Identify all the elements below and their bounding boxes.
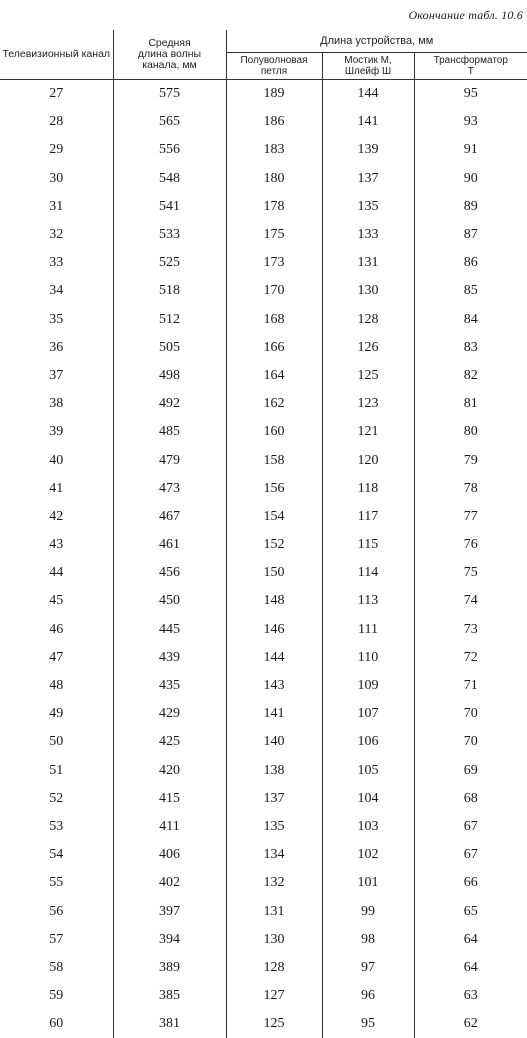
cell-channel: 32: [0, 221, 113, 249]
cell-wavelength: 415: [113, 785, 226, 813]
table-row: [0, 221, 527, 249]
cell-channel: 55: [0, 869, 113, 897]
cell-channel: 50: [0, 728, 113, 756]
cell-halfwave: 164: [226, 362, 322, 390]
cell-transformer: 64: [414, 954, 527, 982]
cell-halfwave: 141: [226, 700, 322, 728]
cell-wavelength: 548: [113, 165, 226, 193]
cell-channel: 48: [0, 672, 113, 700]
cell-wavelength: 541: [113, 193, 226, 221]
cell-bridge: 144: [322, 80, 414, 109]
cell-channel: 38: [0, 390, 113, 418]
cell-wavelength: 429: [113, 700, 226, 728]
cell-wavelength: 406: [113, 841, 226, 869]
cell-transformer: 79: [414, 446, 527, 474]
header-transformer-line1: Трансформатор: [417, 55, 526, 66]
cell-halfwave: 160: [226, 418, 322, 446]
cell-bridge: 128: [322, 306, 414, 334]
cell-transformer: 84: [414, 306, 527, 334]
cell-halfwave: 146: [226, 616, 322, 644]
cell-halfwave: 150: [226, 559, 322, 587]
cell-transformer: 85: [414, 277, 527, 305]
cell-bridge: 106: [322, 728, 414, 756]
cell-halfwave: 138: [226, 757, 322, 785]
cell-transformer: 69: [414, 757, 527, 785]
cell-halfwave: 158: [226, 446, 322, 474]
cell-transformer: 65: [414, 897, 527, 925]
table-row: [0, 616, 527, 644]
cell-transformer: 93: [414, 108, 527, 136]
cell-transformer: 72: [414, 644, 527, 672]
cell-channel: 58: [0, 954, 113, 982]
header-halfwave: [226, 53, 322, 80]
cell-transformer: 73: [414, 616, 527, 644]
cell-halfwave: 128: [226, 954, 322, 982]
header-channel-label: Телевизионный канал: [2, 48, 110, 60]
cell-halfwave: 183: [226, 136, 322, 164]
cell-transformer: 77: [414, 503, 527, 531]
cell-wavelength: 525: [113, 249, 226, 277]
cell-halfwave: 186: [226, 108, 322, 136]
cell-channel: 56: [0, 897, 113, 925]
cell-wavelength: 498: [113, 362, 226, 390]
cell-halfwave: 134: [226, 841, 322, 869]
cell-bridge: 126: [322, 334, 414, 362]
cell-wavelength: 420: [113, 757, 226, 785]
table-row: [0, 80, 527, 109]
cell-bridge: 107: [322, 700, 414, 728]
header-wavelength-line2: длина волны: [116, 49, 224, 60]
cell-wavelength: 461: [113, 531, 226, 559]
cell-channel: 33: [0, 249, 113, 277]
cell-wavelength: 435: [113, 672, 226, 700]
header-bridge-line1: Мостик М,: [325, 55, 412, 66]
cell-channel: 36: [0, 334, 113, 362]
cell-wavelength: 512: [113, 306, 226, 334]
cell-bridge: 118: [322, 475, 414, 503]
cell-bridge: 110: [322, 644, 414, 672]
table-row: [0, 418, 527, 446]
table-row: [0, 446, 527, 474]
table-row: [0, 559, 527, 587]
antenna-device-table: [0, 30, 527, 1038]
cell-channel: 29: [0, 136, 113, 164]
cell-channel: 51: [0, 757, 113, 785]
cell-bridge: 139: [322, 136, 414, 164]
cell-halfwave: 154: [226, 503, 322, 531]
cell-bridge: 113: [322, 587, 414, 615]
cell-transformer: 70: [414, 728, 527, 756]
cell-transformer: 68: [414, 785, 527, 813]
cell-transformer: 89: [414, 193, 527, 221]
cell-transformer: 62: [414, 1010, 527, 1038]
cell-wavelength: 385: [113, 982, 226, 1010]
cell-channel: 43: [0, 531, 113, 559]
cell-channel: 57: [0, 926, 113, 954]
table-row: [0, 644, 527, 672]
cell-wavelength: 467: [113, 503, 226, 531]
cell-transformer: 71: [414, 672, 527, 700]
cell-wavelength: 456: [113, 559, 226, 587]
cell-bridge: 98: [322, 926, 414, 954]
table-row: [0, 306, 527, 334]
cell-wavelength: 492: [113, 390, 226, 418]
table-row: [0, 334, 527, 362]
cell-wavelength: 381: [113, 1010, 226, 1038]
cell-bridge: 109: [322, 672, 414, 700]
cell-bridge: 99: [322, 897, 414, 925]
cell-channel: 60: [0, 1010, 113, 1038]
table-row: [0, 1010, 527, 1038]
cell-wavelength: 411: [113, 813, 226, 841]
cell-transformer: 81: [414, 390, 527, 418]
table-row: [0, 362, 527, 390]
cell-channel: 30: [0, 165, 113, 193]
cell-wavelength: 518: [113, 277, 226, 305]
cell-bridge: 121: [322, 418, 414, 446]
cell-halfwave: 152: [226, 531, 322, 559]
cell-bridge: 130: [322, 277, 414, 305]
cell-transformer: 64: [414, 926, 527, 954]
cell-channel: 52: [0, 785, 113, 813]
cell-wavelength: 389: [113, 954, 226, 982]
table-row: [0, 700, 527, 728]
table-row: [0, 954, 527, 982]
table-row: [0, 108, 527, 136]
cell-wavelength: 533: [113, 221, 226, 249]
cell-halfwave: 189: [226, 80, 322, 109]
cell-bridge: 131: [322, 249, 414, 277]
cell-bridge: 133: [322, 221, 414, 249]
table-row: [0, 390, 527, 418]
table-row: [0, 672, 527, 700]
cell-bridge: 111: [322, 616, 414, 644]
cell-channel: 40: [0, 446, 113, 474]
cell-halfwave: 166: [226, 334, 322, 362]
cell-transformer: 63: [414, 982, 527, 1010]
table-row: [0, 165, 527, 193]
table-row: [0, 531, 527, 559]
cell-halfwave: 178: [226, 193, 322, 221]
cell-transformer: 87: [414, 221, 527, 249]
cell-halfwave: 156: [226, 475, 322, 503]
cell-transformer: 74: [414, 587, 527, 615]
cell-transformer: 67: [414, 813, 527, 841]
table-row: [0, 841, 527, 869]
cell-transformer: 95: [414, 80, 527, 109]
table-row: [0, 193, 527, 221]
cell-wavelength: 556: [113, 136, 226, 164]
header-transformer: [414, 53, 527, 80]
cell-halfwave: 131: [226, 897, 322, 925]
cell-wavelength: 439: [113, 644, 226, 672]
cell-channel: 54: [0, 841, 113, 869]
cell-halfwave: 130: [226, 926, 322, 954]
cell-channel: 53: [0, 813, 113, 841]
cell-channel: 34: [0, 277, 113, 305]
cell-bridge: 117: [322, 503, 414, 531]
cell-halfwave: 168: [226, 306, 322, 334]
table-row: [0, 926, 527, 954]
cell-bridge: 97: [322, 954, 414, 982]
cell-channel: 44: [0, 559, 113, 587]
cell-halfwave: 162: [226, 390, 322, 418]
cell-transformer: 67: [414, 841, 527, 869]
cell-channel: 37: [0, 362, 113, 390]
cell-wavelength: 450: [113, 587, 226, 615]
cell-bridge: 114: [322, 559, 414, 587]
cell-transformer: 86: [414, 249, 527, 277]
cell-transformer: 91: [414, 136, 527, 164]
cell-bridge: 120: [322, 446, 414, 474]
table-row: [0, 503, 527, 531]
cell-bridge: 104: [322, 785, 414, 813]
table-row: [0, 982, 527, 1010]
cell-bridge: 101: [322, 869, 414, 897]
header-wavelength: [113, 30, 226, 80]
cell-wavelength: 505: [113, 334, 226, 362]
cell-channel: 42: [0, 503, 113, 531]
cell-halfwave: 170: [226, 277, 322, 305]
cell-halfwave: 140: [226, 728, 322, 756]
cell-halfwave: 137: [226, 785, 322, 813]
cell-transformer: 78: [414, 475, 527, 503]
cell-transformer: 80: [414, 418, 527, 446]
cell-bridge: 96: [322, 982, 414, 1010]
cell-bridge: 115: [322, 531, 414, 559]
cell-channel: 46: [0, 616, 113, 644]
cell-wavelength: 402: [113, 869, 226, 897]
cell-channel: 45: [0, 587, 113, 615]
cell-halfwave: 132: [226, 869, 322, 897]
cell-channel: 27: [0, 80, 113, 109]
table-row: [0, 813, 527, 841]
table-caption: Окончание табл. 10.6: [408, 8, 523, 23]
header-device-length: Длина устройства, мм: [226, 30, 527, 53]
cell-channel: 59: [0, 982, 113, 1010]
cell-transformer: 66: [414, 869, 527, 897]
cell-wavelength: 397: [113, 897, 226, 925]
cell-halfwave: 175: [226, 221, 322, 249]
cell-halfwave: 125: [226, 1010, 322, 1038]
cell-transformer: 83: [414, 334, 527, 362]
cell-wavelength: 479: [113, 446, 226, 474]
cell-wavelength: 445: [113, 616, 226, 644]
header-wavelength-line1: Средняя: [116, 38, 224, 49]
cell-halfwave: 143: [226, 672, 322, 700]
cell-bridge: 105: [322, 757, 414, 785]
cell-transformer: 70: [414, 700, 527, 728]
cell-wavelength: 425: [113, 728, 226, 756]
cell-bridge: 141: [322, 108, 414, 136]
cell-halfwave: 127: [226, 982, 322, 1010]
cell-channel: 47: [0, 644, 113, 672]
cell-channel: 35: [0, 306, 113, 334]
cell-wavelength: 565: [113, 108, 226, 136]
table-row: [0, 277, 527, 305]
cell-halfwave: 180: [226, 165, 322, 193]
header-halfwave-line2: петля: [229, 66, 320, 77]
cell-halfwave: 135: [226, 813, 322, 841]
cell-bridge: 103: [322, 813, 414, 841]
cell-channel: 49: [0, 700, 113, 728]
table-row: [0, 869, 527, 897]
cell-bridge: 102: [322, 841, 414, 869]
cell-wavelength: 485: [113, 418, 226, 446]
cell-bridge: 135: [322, 193, 414, 221]
cell-bridge: 137: [322, 165, 414, 193]
header-bridge-line2: Шлейф Ш: [325, 66, 412, 77]
cell-transformer: 75: [414, 559, 527, 587]
cell-bridge: 95: [322, 1010, 414, 1038]
cell-halfwave: 148: [226, 587, 322, 615]
cell-halfwave: 144: [226, 644, 322, 672]
cell-transformer: 90: [414, 165, 527, 193]
header-channel: [0, 30, 113, 80]
header-wavelength-line3: канала, мм: [116, 60, 224, 71]
cell-bridge: 125: [322, 362, 414, 390]
cell-transformer: 76: [414, 531, 527, 559]
table-row: [0, 587, 527, 615]
header-halfwave-line1: Полуволновая: [229, 55, 320, 66]
table-row: [0, 136, 527, 164]
table-row: [0, 728, 527, 756]
cell-wavelength: 473: [113, 475, 226, 503]
cell-bridge: 123: [322, 390, 414, 418]
cell-transformer: 82: [414, 362, 527, 390]
cell-channel: 31: [0, 193, 113, 221]
cell-channel: 41: [0, 475, 113, 503]
cell-wavelength: 394: [113, 926, 226, 954]
header-bridge: [322, 53, 414, 80]
table-body: [0, 80, 527, 1038]
cell-halfwave: 173: [226, 249, 322, 277]
table-row: [0, 757, 527, 785]
header-transformer-line2: Т: [417, 66, 526, 77]
table-row: [0, 785, 527, 813]
table-row: [0, 249, 527, 277]
table-row: [0, 475, 527, 503]
cell-channel: 28: [0, 108, 113, 136]
cell-channel: 39: [0, 418, 113, 446]
cell-wavelength: 575: [113, 80, 226, 109]
